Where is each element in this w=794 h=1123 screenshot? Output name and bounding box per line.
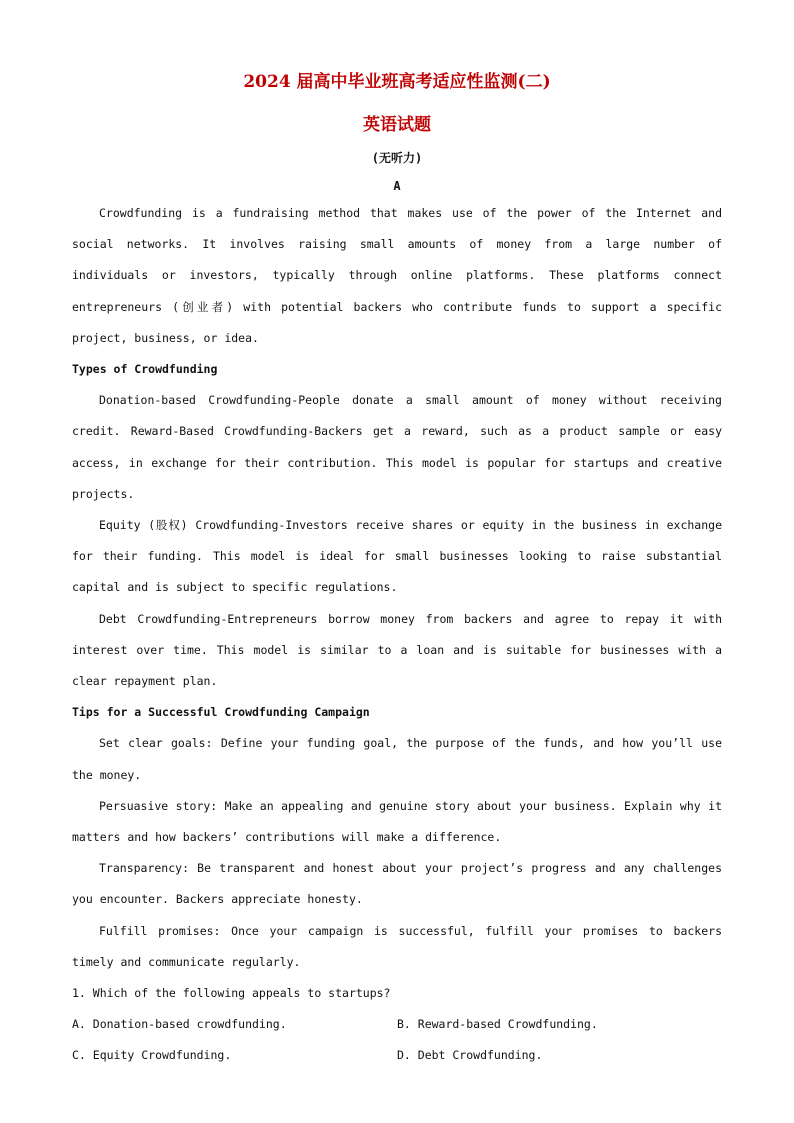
exam-page	[72, 64, 722, 1072]
type-donation-reward: Donation-based Crowdfunding-People donate a small amount of money without receiving credit. Reward-Based Crowdfunding-Backers get a reward, such as a product sample or easy access, in exchange for their contribution. This model is popular for startups and creative projects.	[72, 393, 722, 501]
exam-subject: 英语试题	[363, 115, 431, 135]
tips-heading: Tips for a Successful Crowdfunding Campaign	[72, 705, 370, 720]
types-heading: Types of Crowdfunding	[72, 362, 218, 377]
option-d: D. Debt Crowdfunding.	[397, 1048, 543, 1063]
tip-transparency: Transparency: Be transparent and honest about your project’s progress and any challenges you encounter. Backers appreciate honesty.	[72, 861, 722, 907]
passage-intro: Crowdfunding is a fundraising method that makes use of the power of the Internet and social networks. It involves raising small amounts of money from a large number of individuals or investors, typically through online platforms. These platforms connect entrepreneurs (创业者) with potential backers who contribute funds to support a specific project, business, or idea.	[72, 206, 722, 345]
question-options	[72, 1009, 722, 1071]
question-stem: 1. Which of the following appeals to startups?	[72, 986, 391, 1001]
tip-goals: Set clear goals: Define your funding goal, the purpose of the funds, and how you’ll use the money.	[72, 736, 722, 782]
option-b: B. Reward-based Crowdfunding.	[397, 1017, 598, 1032]
option-a: A. Donation-based crowdfunding.	[72, 1017, 287, 1032]
type-debt: Debt Crowdfunding-Entrepreneurs borrow money from backers and agree to repay it with interest over time. This model is similar to a loan and is suitable for businesses with a clear repayment plan.	[72, 611, 722, 689]
exam-note: (无听力)	[371, 151, 423, 165]
type-equity: Equity (股权) Crowdfunding-Investors receive shares or equity in the business in exchange for their funding. This model is ideal for small businesses looking to raise substantial capital and is subject to specific regulations.	[72, 518, 722, 595]
option-c: C. Equity Crowdfunding.	[72, 1048, 232, 1063]
tip-story: Persuasive story: Make an appealing and genuine story about your business. Explain why it matters and how backers’ contributions will make a difference.	[72, 798, 722, 845]
section-label: A	[393, 179, 401, 193]
exam-title: 2024 届高中毕业班高考适应性监测(二)	[243, 72, 551, 92]
tip-promises: Fulfill promises: Once your campaign is successful, fulfill your promises to backers timely and communicate regularly.	[72, 923, 722, 969]
